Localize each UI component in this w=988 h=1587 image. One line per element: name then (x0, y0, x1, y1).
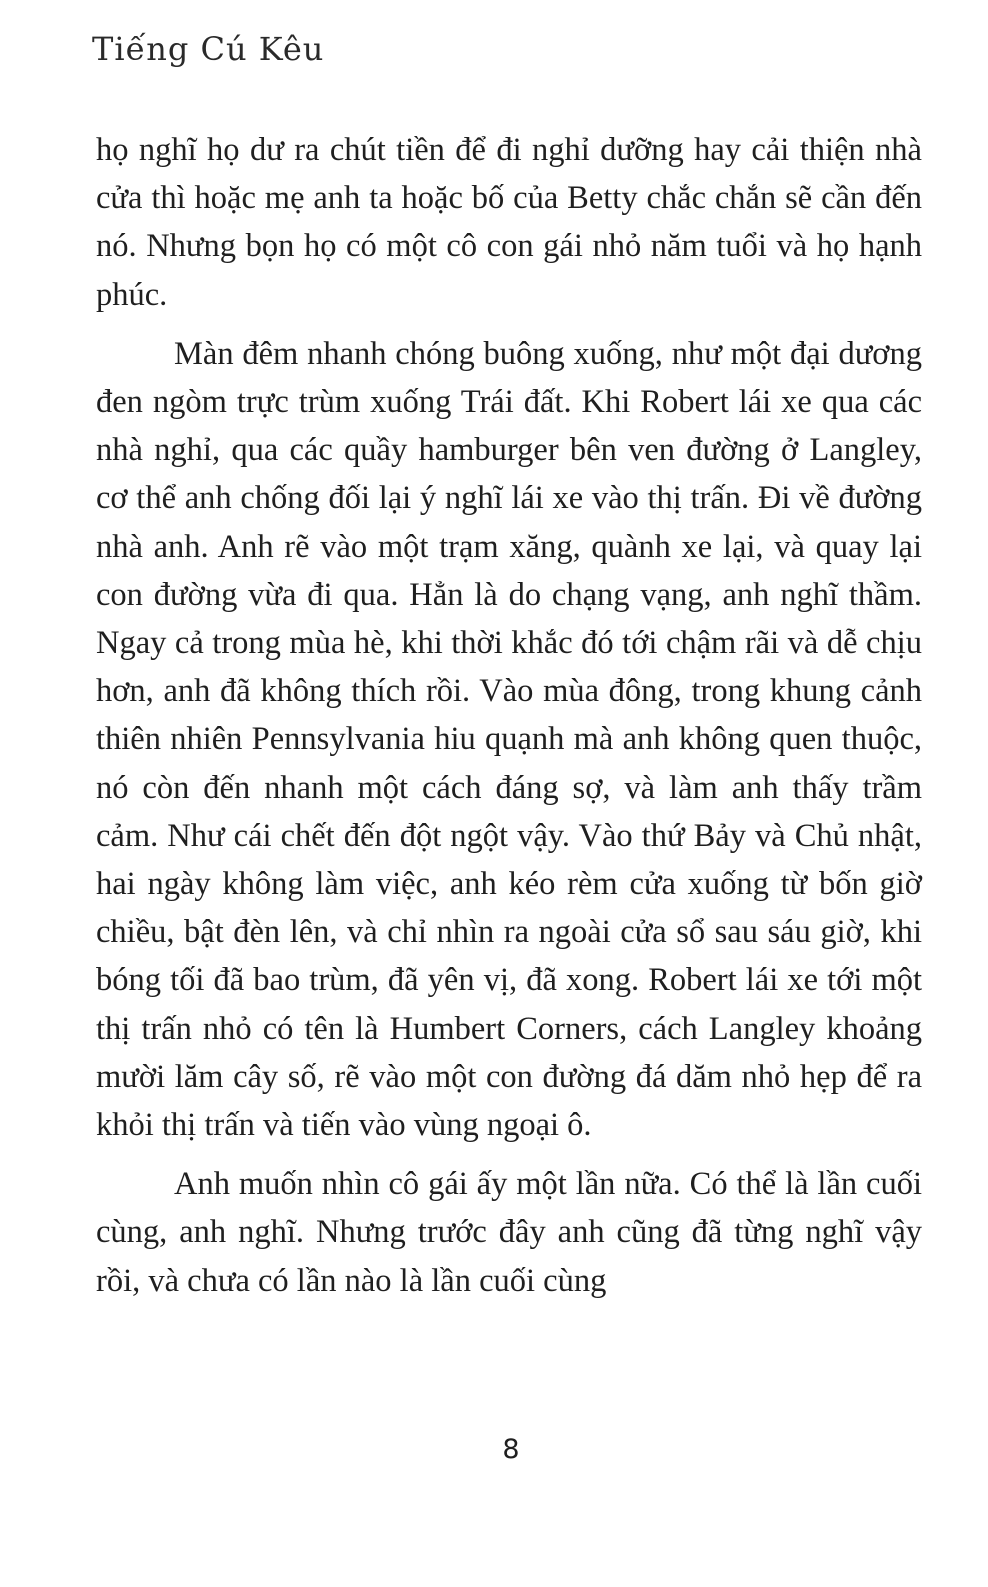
paragraph-nightfall: Màn đêm nhanh chóng buông xuống, như một đại dương đen ngòm trực trùm xuống Trái đất. Khi Robert lái xe qua các nhà nghỉ, qua các quầy hamburger bên ven đường ở Langley, cơ thể anh chống đối lại ý nghĩ lái xe vào thị trấn. Đi về đường nhà anh. Anh rẽ vào một trạm xăng, quành xe lại, và quay lại con đường vừa đi qua. Hẳn là do chạng vạng, anh nghĩ thầm. Ngay cả trong mùa hè, khi thời khắc đó tới chậm rãi và dễ chịu hơn, anh đã không thích rồi. Vào mùa đông, trong khung cảnh thiên nhiên Pennsylvania hiu quạnh mà anh không quen thuộc, nó còn đến nhanh một cách đáng sợ, và làm anh thấy trầm cảm. Như cái chết đến đột ngột vậy. Vào thứ Bảy và Chủ nhật, hai ngày không làm việc, anh kéo rèm cửa xuống từ bốn giờ chiều, bật đèn lên, và chỉ nhìn ra ngoài cửa sổ sau sáu giờ, khi bóng tối đã bao trùm, đã yên vị, đã xong. Robert lái xe tới một thị trấn nhỏ có tên là Humbert Corners, cách Langley khoảng mười lăm cây số, rẽ vào một con đường đá dăm nhỏ hẹp để ra khỏi thị trấn và tiến vào vùng ngoại ô. (96, 335, 922, 1144)
body-text (96, 126, 922, 1316)
running-header-title: Tiếng Cú Kêu (92, 30, 325, 68)
paragraph-see-girl: Anh muốn nhìn cô gái ấy một lần nữa. Có thể là lần cuối cùng, anh nghĩ. Nhưng trước đây anh cũng đã từng nghĩ vậy rồi, và chưa có lần nào là lần cuối cùng (96, 1166, 922, 1299)
page-number: 8 (502, 1434, 520, 1465)
paragraph-continued: họ nghĩ họ dư ra chút tiền để đi nghỉ dưỡng hay cải thiện nhà cửa thì hoặc mẹ anh ta hoặc bố của Betty chắc chắn sẽ cần đến nó. Nhưng bọn họ có một cô con gái nhỏ năm tuổi và họ hạnh phúc. (96, 132, 922, 313)
